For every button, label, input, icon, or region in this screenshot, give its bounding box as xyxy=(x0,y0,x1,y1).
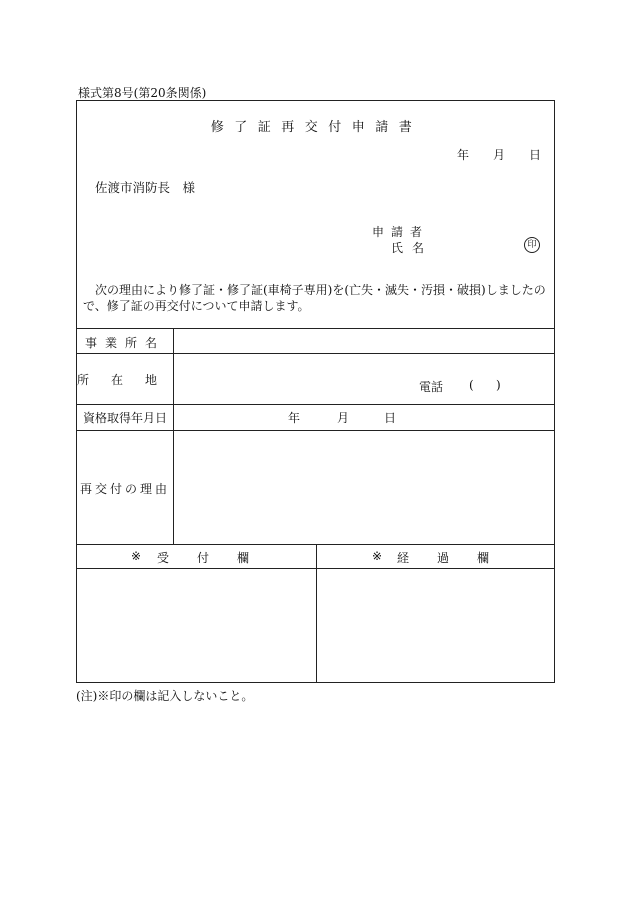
divider xyxy=(173,328,174,544)
reason-label: 再交付の理由 xyxy=(79,482,170,496)
application-form xyxy=(76,100,555,683)
divider xyxy=(77,430,554,431)
progress-column-label: 経過欄 xyxy=(397,551,518,565)
business-name-label: 事業所名 xyxy=(84,336,165,350)
date-year-label: 年 xyxy=(457,148,470,162)
qualification-date-label: 資格取得年月日 xyxy=(82,411,167,425)
applicant-name-label: 氏名 xyxy=(391,241,434,255)
progress-mark: ※ xyxy=(372,549,383,563)
request-statement: 次の理由により修了証・修了証(車椅子専用)を(亡失・滅失・汚損・破損)しましたので、修了証の再交付について申請します。 xyxy=(83,283,546,313)
progress-area xyxy=(318,570,553,682)
reason-field[interactable] xyxy=(175,432,553,543)
qualification-year-label: 年 xyxy=(288,411,301,425)
seal-mark: 印 xyxy=(524,237,540,253)
business-name-field[interactable] xyxy=(175,330,553,352)
reception-column-label: 受付欄 xyxy=(157,551,278,565)
reception-mark: ※ xyxy=(131,549,142,563)
applicant-label: 申請者 xyxy=(372,225,430,239)
divider xyxy=(77,404,554,405)
phone-paren-close: ) xyxy=(496,378,501,392)
footnote: (注)※印の欄は記入しないこと。 xyxy=(76,689,254,703)
date-day-label: 日 xyxy=(529,148,542,162)
divider xyxy=(77,353,554,354)
addressee: 佐渡市消防長 様 xyxy=(95,180,196,195)
phone-paren-open: ( xyxy=(469,378,474,392)
form-title: 修了証再交付申請書 xyxy=(210,120,423,135)
qualification-month-label: 月 xyxy=(337,411,350,425)
divider xyxy=(77,328,554,329)
reception-area xyxy=(78,570,314,682)
date-month-label: 月 xyxy=(493,148,506,162)
qualification-day-label: 日 xyxy=(384,411,397,425)
form-number: 様式第8号(第20条関係) xyxy=(78,86,207,100)
divider xyxy=(316,544,317,683)
phone-label: 電話 xyxy=(419,380,444,394)
location-label: 所在地 xyxy=(77,373,180,387)
